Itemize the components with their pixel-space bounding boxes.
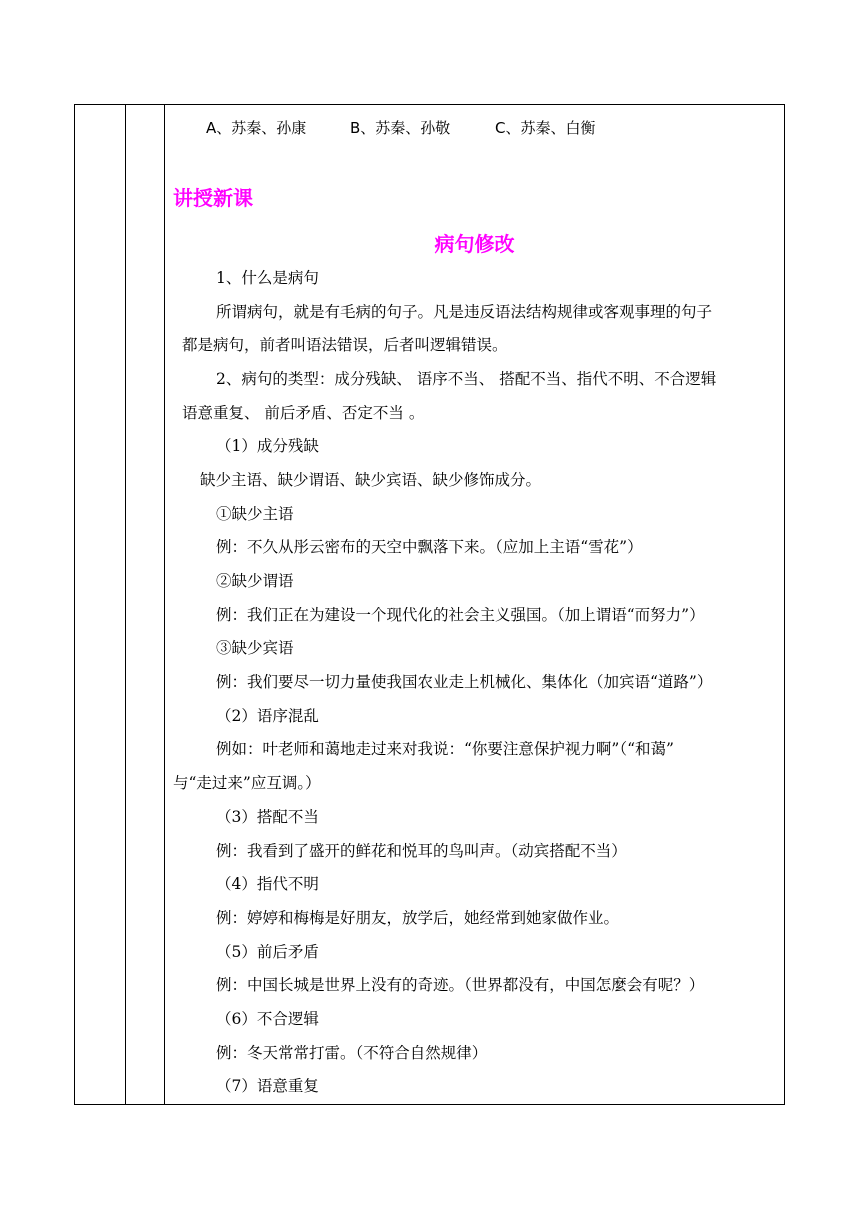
- text-line: （3）搭配不当: [216, 808, 319, 826]
- text-line: 2、病句的类型：成分残缺、 语序不当、 搭配不当、指代不明、不合逻辑: [216, 370, 717, 388]
- text-line: 都是病句，前者叫语法错误，后者叫逻辑错误。: [182, 336, 508, 354]
- text-line: 例如：叶老师和蔼地走过来对我说：“你要注意保护视力啊”（“和蔼”: [216, 740, 674, 758]
- option-b: B、苏秦、孙敬: [350, 119, 451, 137]
- text-line: 例：不久从彤云密布的天空中飘落下来。（应加上主语“雪花”）: [216, 538, 643, 556]
- text-line: 例：我们正在为建设一个现代化的社会主义强国。（加上谓语“而努力”）: [216, 606, 705, 624]
- table-column-divider: [125, 105, 126, 1104]
- page-title: 病句修改: [434, 232, 515, 256]
- text-line: 语意重复、 前后矛盾、否定不当 。: [182, 404, 425, 422]
- text-line: （5）前后矛盾: [216, 943, 319, 961]
- text-line: 例：我们要尽一切力量使我国农业走上机械化、集体化（加宾语“道路”）: [216, 673, 713, 691]
- text-line: （1）成分残缺: [216, 437, 319, 455]
- text-line: 例：冬天常常打雷。（不符合自然规律）: [216, 1044, 488, 1062]
- text-line: 缺少主语、缺少谓语、缺少宾语、缺少修饰成分。: [200, 471, 542, 489]
- text-line: （7）语意重复: [216, 1077, 319, 1095]
- text-line: 例：我看到了盛开的鲜花和悦耳的鸟叫声。（动宾搭配不当）: [216, 842, 627, 860]
- text-line: 1、什么是病句: [216, 269, 319, 287]
- text-line: ①缺少主语: [216, 505, 294, 523]
- section-title: 讲授新课: [173, 186, 253, 210]
- text-line: 所谓病句，就是有毛病的句子。凡是违反语法结构规律或客观事理的句子: [216, 303, 713, 321]
- text-line: ②缺少谓语: [216, 572, 294, 590]
- text-line: （2）语序混乱: [216, 707, 319, 725]
- text-line: （6）不合逻辑: [216, 1010, 319, 1028]
- text-line: ③缺少宾语: [216, 639, 294, 657]
- option-c: C、苏秦、白衡: [495, 119, 596, 137]
- option-a: A、苏秦、孙康: [206, 119, 307, 137]
- text-line: （4）指代不明: [216, 875, 319, 893]
- text-line: 例：婷婷和梅梅是好朋友，放学后，她经常到她家做作业。: [216, 909, 620, 927]
- text-line: 例：中国长城是世界上没有的奇迹。（世界都没有，中国怎麼会有呢？）: [216, 976, 705, 994]
- text-line: 与“走过来”应互调。）: [173, 774, 321, 792]
